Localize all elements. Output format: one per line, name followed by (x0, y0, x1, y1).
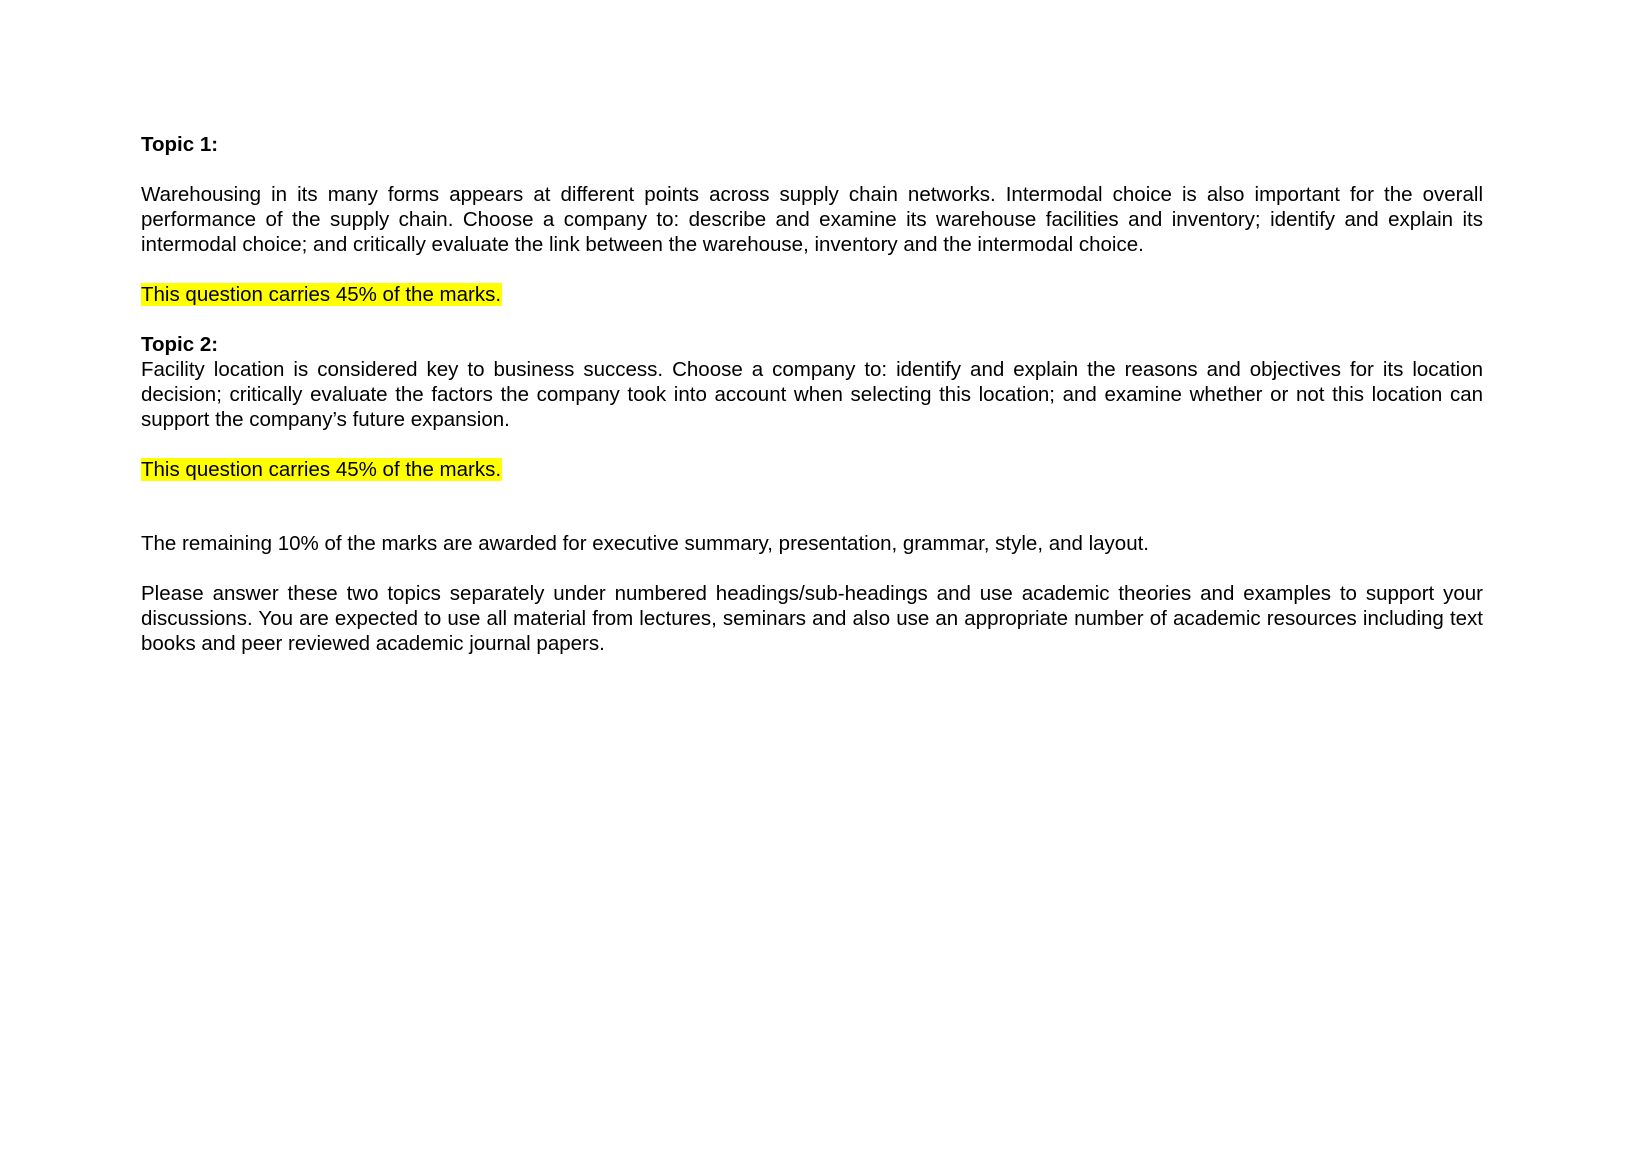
topic-1-marks-note: This question carries 45% of the marks. (141, 283, 502, 306)
document-page (141, 132, 1483, 656)
topic-2-marks-note: This question carries 45% of the marks. (141, 458, 502, 481)
spacer (141, 257, 1483, 282)
topic-2-heading: Topic 2: (141, 333, 219, 356)
topic-2-body: Facility location is considered key to business success. Choose a company to: identify and explain the reasons and objectives for its location decision; critically evaluate the factors the company took into account when selecting this location; and examine whether or not this location can support the company’s future expansion. (141, 358, 1483, 431)
topic-1-body: Warehousing in its many forms appears at different points across supply chain networks. Intermodal choice is also important for the overall performance of the supply chain. Choose a company to: describe and examine its warehouse facilities and inventory; identify and explain its intermodal choice; and critically evaluate the link between the warehouse, inventory and the intermodal choice. (141, 183, 1483, 256)
spacer (141, 432, 1483, 457)
spacer (141, 556, 1483, 581)
topic-2-marks-line (141, 457, 1483, 482)
spacer (141, 307, 1483, 332)
spacer (141, 157, 1483, 182)
topic-1-heading: Topic 1: (141, 133, 219, 156)
remaining-marks-text: The remaining 10% of the marks are awarded for executive summary, presentation, grammar, style, and layout. (141, 532, 1150, 555)
spacer (141, 482, 1483, 531)
instructions-text: Please answer these two topics separately under numbered headings/sub-headings and use academic theories and examples to support your discussions. You are expected to use all material from lectures, seminars and also use an appropriate number of academic resources including text books and peer reviewed academic journal papers. (141, 582, 1483, 655)
topic-1-marks-line (141, 282, 1483, 307)
